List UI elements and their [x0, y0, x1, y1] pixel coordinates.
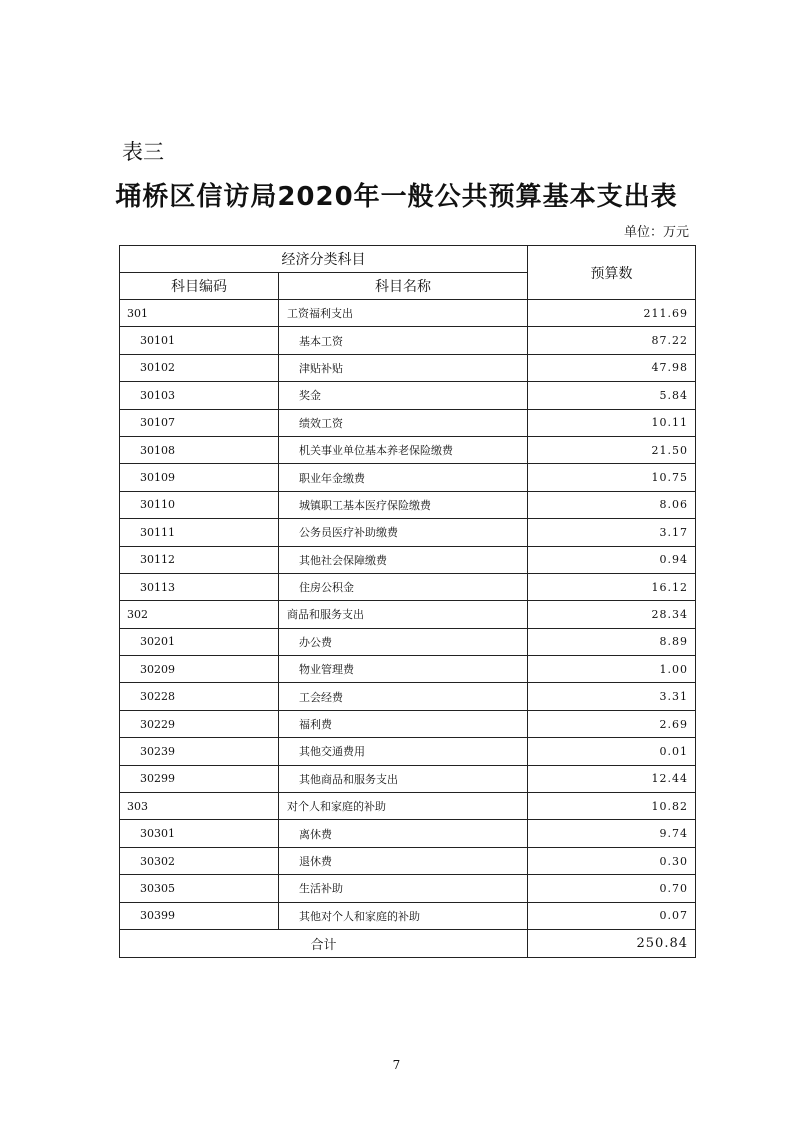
- table-body: [120, 300, 696, 930]
- code-header: 科目编码: [120, 273, 279, 300]
- row-name: 福利费: [279, 710, 528, 737]
- table-row: [120, 765, 696, 792]
- row-code: 302: [120, 601, 279, 628]
- row-code: 30302: [120, 847, 279, 874]
- table-row: [120, 491, 696, 518]
- row-name: 公务员医疗补助缴费: [279, 519, 528, 546]
- row-amount: 0.94: [528, 546, 696, 573]
- row-code: 30228: [120, 683, 279, 710]
- row-name: 生活补助: [279, 875, 528, 902]
- row-amount: 5.84: [528, 382, 696, 409]
- name-header: 科目名称: [279, 273, 528, 300]
- row-code: 30110: [120, 491, 279, 518]
- row-code: 303: [120, 793, 279, 820]
- table-row: [120, 601, 696, 628]
- row-amount: 0.30: [528, 847, 696, 874]
- row-amount: 9.74: [528, 820, 696, 847]
- row-name: 奖金: [279, 382, 528, 409]
- row-amount: 8.89: [528, 628, 696, 655]
- group-header: 经济分类科目: [120, 246, 528, 273]
- row-name: 对个人和家庭的补助: [279, 793, 528, 820]
- row-name: 职业年金缴费: [279, 464, 528, 491]
- table-row: [120, 519, 696, 546]
- total-row: [120, 929, 696, 957]
- row-code: 30113: [120, 573, 279, 600]
- table-row: [120, 656, 696, 683]
- table-row: [120, 409, 696, 436]
- row-code: 30201: [120, 628, 279, 655]
- row-amount: 2.69: [528, 710, 696, 737]
- row-code: 30111: [120, 519, 279, 546]
- row-name: 城镇职工基本医疗保险缴费: [279, 491, 528, 518]
- unit-label: 单位：万元: [623, 225, 689, 240]
- row-name: 离休费: [279, 820, 528, 847]
- table-row: [120, 354, 696, 381]
- table-row: [120, 327, 696, 354]
- row-code: 30109: [120, 464, 279, 491]
- row-amount: 1.00: [528, 656, 696, 683]
- table-row: [120, 436, 696, 463]
- table-row: [120, 738, 696, 765]
- row-amount: 3.17: [528, 519, 696, 546]
- row-code: 30103: [120, 382, 279, 409]
- row-amount: 28.34: [528, 601, 696, 628]
- row-amount: 8.06: [528, 491, 696, 518]
- row-code: 30209: [120, 656, 279, 683]
- row-name: 工资福利支出: [279, 300, 528, 327]
- row-amount: 10.11: [528, 409, 696, 436]
- table-row: [120, 628, 696, 655]
- row-name: 退休费: [279, 847, 528, 874]
- row-name: 基本工资: [279, 327, 528, 354]
- row-code: 30107: [120, 409, 279, 436]
- row-name: 办公费: [279, 628, 528, 655]
- table-row: [120, 683, 696, 710]
- row-code: 30102: [120, 354, 279, 381]
- row-amount: 16.12: [528, 573, 696, 600]
- row-amount: 10.82: [528, 793, 696, 820]
- row-code: 30305: [120, 875, 279, 902]
- table-row: [120, 793, 696, 820]
- table-row: [120, 300, 696, 327]
- row-amount: 0.70: [528, 875, 696, 902]
- row-amount: 47.98: [528, 354, 696, 381]
- table-row: [120, 875, 696, 902]
- row-name: 物业管理费: [279, 656, 528, 683]
- table-row: [120, 820, 696, 847]
- table-row: [120, 902, 696, 929]
- table-row: [120, 847, 696, 874]
- page-title: 埇桥区信访局2020年一般公共预算基本支出表: [115, 182, 678, 212]
- page-number: 7: [392, 1058, 401, 1072]
- table-row: [120, 710, 696, 737]
- table-row: [120, 382, 696, 409]
- row-name: 商品和服务支出: [279, 601, 528, 628]
- row-amount: 87.22: [528, 327, 696, 354]
- row-name: 其他社会保障缴费: [279, 546, 528, 573]
- row-name: 工会经费: [279, 683, 528, 710]
- row-name: 其他对个人和家庭的补助: [279, 902, 528, 929]
- row-amount: 21.50: [528, 436, 696, 463]
- row-name: 住房公积金: [279, 573, 528, 600]
- budget-table: [119, 245, 696, 958]
- total-label: 合计: [120, 929, 528, 957]
- row-name: 机关事业单位基本养老保险缴费: [279, 436, 528, 463]
- row-amount: 10.75: [528, 464, 696, 491]
- row-amount: 3.31: [528, 683, 696, 710]
- table-row: [120, 573, 696, 600]
- row-amount: 0.07: [528, 902, 696, 929]
- row-code: 301: [120, 300, 279, 327]
- table-row: [120, 546, 696, 573]
- row-name: 津贴补贴: [279, 354, 528, 381]
- row-code: 30299: [120, 765, 279, 792]
- row-amount: 211.69: [528, 300, 696, 327]
- row-code: 30301: [120, 820, 279, 847]
- row-name: 绩效工资: [279, 409, 528, 436]
- row-code: 30101: [120, 327, 279, 354]
- row-code: 30239: [120, 738, 279, 765]
- table-label: 表三: [122, 140, 164, 164]
- amount-header: 预算数: [528, 246, 696, 300]
- row-name: 其他交通费用: [279, 738, 528, 765]
- table-row: [120, 464, 696, 491]
- row-code: 30112: [120, 546, 279, 573]
- total-amount: 250.84: [528, 929, 696, 957]
- row-name: 其他商品和服务支出: [279, 765, 528, 792]
- row-code: 30108: [120, 436, 279, 463]
- row-code: 30399: [120, 902, 279, 929]
- row-amount: 12.44: [528, 765, 696, 792]
- row-code: 30229: [120, 710, 279, 737]
- row-amount: 0.01: [528, 738, 696, 765]
